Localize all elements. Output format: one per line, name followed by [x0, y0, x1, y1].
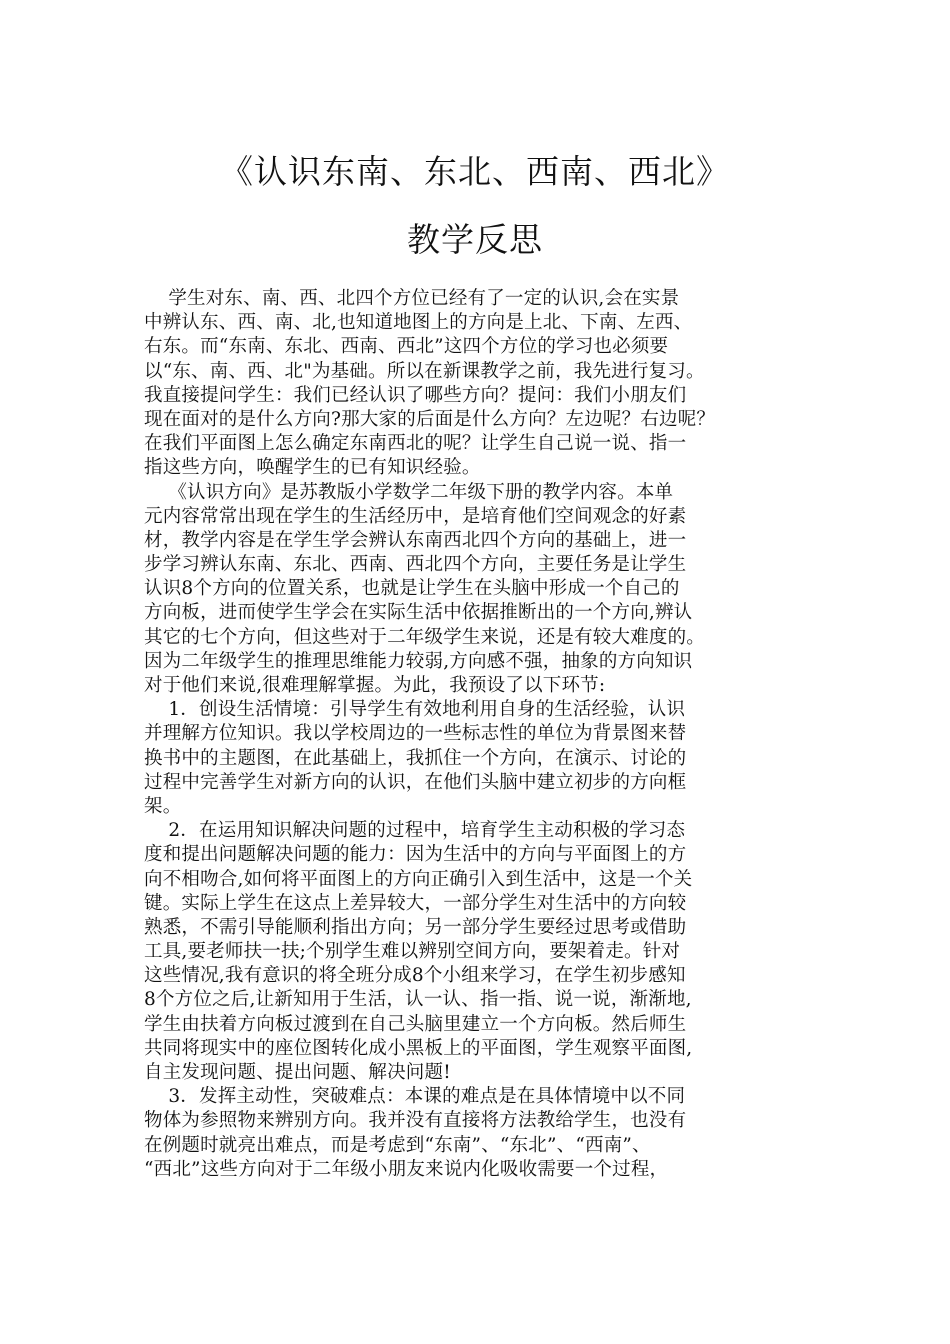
body-text-line: 向不相吻合,如何将平面图上的方向正确引入到生活中，这是一个关 — [144, 868, 693, 890]
body-text-line: 方向板，进而使学生学会在实际生活中依据推断出的一个方向,辨认 — [144, 602, 693, 624]
body-text-line: 现在面对的是什么方向?那大家的后面是什么方向？左边呢？右边呢？ — [144, 408, 716, 430]
body-text-line: “西北”这些方向对于二年级小朋友来说内化吸收需要一个过程， — [144, 1158, 669, 1180]
body-text-line: 3．发挥主动性，突破难点：本课的难点是在具体情境中以不同 — [144, 1086, 686, 1108]
body-text-line: 中辨认东、西、南、北,也知道地图上的方向是上北、下南、左西、 — [144, 312, 693, 334]
body-text-line: 其它的七个方向，但这些对于二年级学生来说，还是有较大难度的。 — [144, 626, 706, 648]
body-text-line: 对于他们来说,很难理解掌握。为此，我预设了以下环节: — [144, 675, 606, 696]
body-text-line: 自主发现问题、提出问题、解决问题! — [144, 1062, 451, 1083]
body-text-line: 工具,要老师扶一扶;个别学生难以辨别空间方向，要架着走。针对 — [144, 941, 681, 963]
body-text-line: 物体为参照物来辨别方向。我并没有直接将方法教给学生，也没有 — [144, 1110, 687, 1132]
body-text-line: 过程中完善学生对新方向的认识，在他们头脑中建立初步的方向框 — [144, 771, 687, 793]
body-text-line: 8个方位之后,让新知用于生活，认一认、指一指、说一说，渐渐地, — [144, 989, 692, 1011]
body-text-line: 我直接提问学生：我们已经认识了哪些方向？提问：我们小朋友们 — [144, 384, 687, 406]
body-text-line: 因为二年级学生的推理思维能力较弱,方向感不强，抽象的方向知识 — [144, 650, 693, 672]
body-text-line: 学生对东、南、西、北四个方位已经有了一定的认识,会在实景 — [144, 288, 680, 309]
body-text-line: 熟悉，不需引导能顺利指出方向；另一部分学生要经过思考或借助 — [144, 916, 687, 938]
body-text-line: 《认识方向》是苏教版小学数学二年级下册的教学内容。本单 — [144, 481, 674, 503]
body-text-line: 1．创设生活情境：引导学生有效地利用自身的生活经验，认识 — [144, 699, 686, 721]
body-text-line: 右东。而“东南、东北、西南、西北”这四个方位的学习也必须要 — [144, 336, 669, 358]
body-text-line: 共同将现实中的座位图转化成小黑板上的平面图，学生观察平面图, — [144, 1037, 693, 1059]
body-text-line: 材，教学内容是在学生学会辨认东南西北四个方向的基础上，进一 — [144, 529, 687, 551]
body-text-line: 学生由扶着方向板过渡到在自己头脑里建立一个方向板。然后师生 — [144, 1013, 687, 1035]
body-text-line: 键。实际上学生在这点上差异较大，一部分学生对生活中的方向较 — [144, 892, 687, 914]
body-text-line: 换书中的主题图，在此基础上，我抓住一个方向，在演示、讨论的 — [144, 747, 687, 769]
body-text-line: 指这些方向，唤醒学生的已有知识经验。 — [144, 457, 481, 479]
body-text-line: 架。 — [144, 795, 182, 817]
body-text-line: 并理解方位知识。我以学校周边的一些标志性的单位为背景图来替 — [144, 723, 687, 745]
body-text-line: 在我们平面图上怎么确定东南西北的呢？让学生自己说一说、指一 — [144, 433, 687, 455]
document-body — [144, 287, 824, 1182]
body-text-line: 在例题时就亮出难点，而是考虑到“东南”、“东北”、“西南”、 — [144, 1134, 651, 1156]
body-text-line: 2．在运用知识解决问题的过程中，培育学生主动积极的学习态 — [144, 820, 686, 842]
body-text-line: 这些情况,我有意识的将全班分成8个小组来学习，在学生初步感知 — [144, 965, 686, 987]
document-title: 《认识东南、东北、西南、西北》 — [220, 152, 730, 191]
document-subtitle: 教学反思 — [407, 220, 543, 259]
body-text-line: 度和提出问题解决问题的能力：因为生活中的方向与平面图上的方 — [144, 844, 687, 866]
body-text-line: 步学习辨认东南、东北、西南、西北四个方向，主要任务是让学生 — [144, 554, 687, 576]
body-text-line: 认识8个方向的位置关系，也就是让学生在头脑中形成一个自己的 — [144, 578, 680, 600]
body-text-line: 元内容常常出现在学生的生活经历中，是培育他们空间观念的好素 — [144, 505, 687, 527]
body-text-line: 以“东、南、西、北"为基础。所以在新课教学之前，我先进行复习。 — [144, 360, 705, 382]
